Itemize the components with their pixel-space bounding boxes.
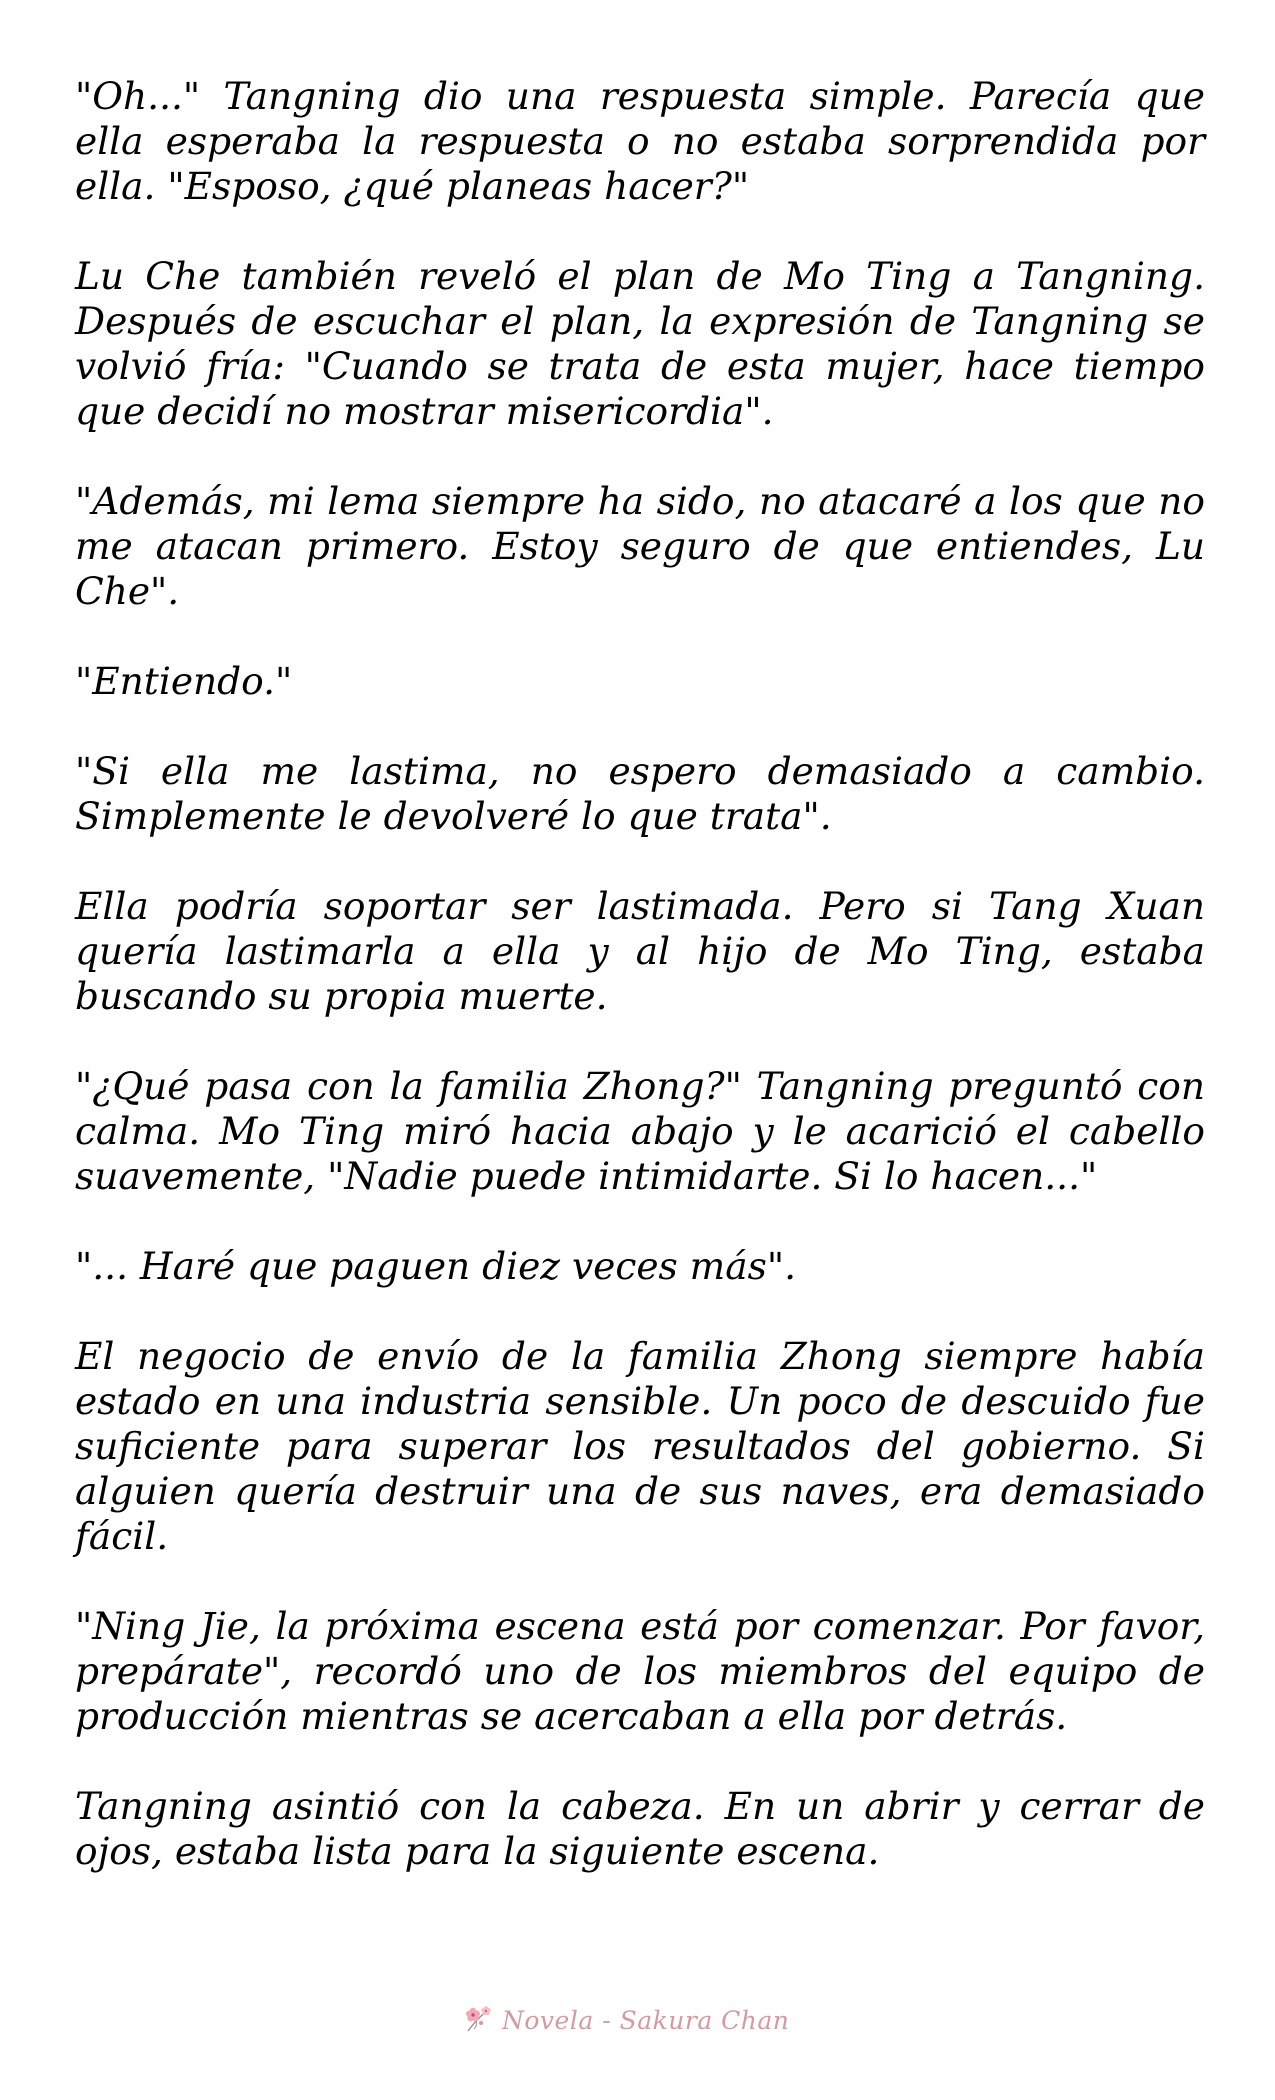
paragraph: El negocio de envío de la familia Zhong siempre había estado en una industria sensible. Un poco de descuido fue suficiente para superar los resultados del gobierno. Si alguien quería destruir una de sus naves, era demasiado fácil. [75,1334,1205,1558]
paragraph: Lu Che también reveló el plan de Mo Ting a Tangning. Después de escuchar el plan, la expresión de Tangning se volvió fría: "Cuando se trata de esta mujer, hace tiempo que decidí no mostrar misericordia". [75,254,1205,433]
paragraph: "Oh..." Tangning dio una respuesta simple. Parecía que ella esperaba la respuesta o no estaba sorprendida por ella. "Esposo, ¿qué planeas hacer?" [75,74,1205,208]
document-body [75,74,1205,1874]
sakura-blossom-icon [462,2003,496,2037]
paragraph: Tangning asintió con la cabeza. En un abrir y cerrar de ojos, estaba lista para la siguiente escena. [75,1784,1205,1873]
paragraph: "... Haré que paguen diez veces más". [75,1244,797,1288]
paragraph: "Si ella me lastima, no espero demasiado a cambio. Simplemente le devolveré lo que trata". [75,749,1205,838]
watermark-text: Novela - Sakura Chan [502,2005,790,2035]
paragraph: "¿Qué pasa con la familia Zhong?" Tangning preguntó con calma. Mo Ting miró hacia abajo y le acarició el cabello suavemente, "Nadie puede intimidarte. Si lo hacen..." [75,1064,1205,1198]
paragraph: Ella podría soportar ser lastimada. Pero si Tang Xuan quería lastimarla a ella y al hijo de Mo Ting, estaba buscando su propia muerte. [75,884,1205,1018]
paragraph: "Ning Jie, la próxima escena está por comenzar. Por favor, prepárate", recordó uno de los miembros del equipo de producción mientras se acercaban a ella por detrás. [75,1604,1205,1738]
watermark [462,2000,789,2040]
paragraph: "Entiendo." [75,659,293,703]
paragraph: "Además, mi lema siempre ha sido, no atacaré a los que no me atacan primero. Estoy seguro de que entiendes, Lu Che". [75,479,1205,613]
